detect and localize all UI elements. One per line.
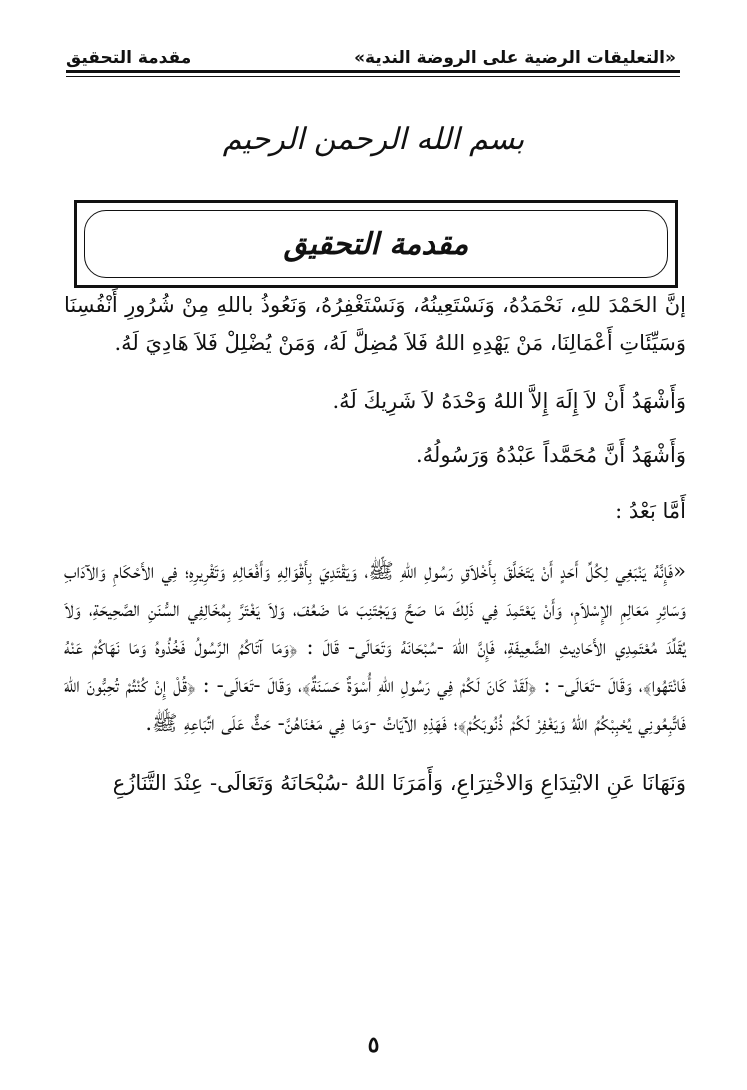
paragraph: «فَإِنَّهُ يَنْبَغِي لِكُلِّ أَحَدٍ أَنْ يَتَخَلَّقَ بِأَخْلاَقِ رَسُولِ اللهِ ﷺ، وَيَقْتَدِيَ بِأَقْوَالِهِ وَأَفْعَالِهِ وَتَقْرِيرِهِ؛ فِي الأَحْكَامِ وَالآدَابِ وَسَائِرِ مَعَالِمِ الإِسْلاَمِ، وَأَنْ يَعْتَمِدَ فِي ذَلِكَ مَا صَحَّ وَيَجْتَنِبَ مَا ضَعُفَ، وَلاَ يَغْتَرَّ بِمُخَالِفِي السُّنَنِ الصَّحِيحَةِ، وَلاَ يُقَلِّدَ مُعْتَمِدِي الأَحَادِيثِ الضَّعِيفَةِ، فَإِنَّ اللهَ -سُبْحَانَهُ وَتَعَالَى- قَالَ : ﴿وَمَا آتَاكُمُ الرَّسُولُ فَخُذُوهُ وَمَا نَهَاكُمْ عَنْهُ فَانْتَهُوا﴾، وَقَالَ -تَعَالَى- : ﴿لَقَدْ كَانَ لَكُمْ فِي رَسُولِ اللهِ أُسْوَةٌ حَسَنَةٌ﴾، وَقَالَ -تَعَالَى- : ﴿قُلْ إِنْ كُنْتُمْ تُحِبُّونَ اللهَ فَاتَّبِعُونِي يُحْبِبْكُمُ اللهُ وَيَغْفِرْ لَكُمْ ذُنُوبَكُمْ﴾؛ فَهَذِهِ الآيَاتُ -وَمَا فِي مَعْنَاهُنَّ- حَثٌّ عَلَى اتِّبَاعِهِ ﷺ. [64, 559, 686, 735]
paragraph: وَأَشْهَدُ أَنْ لاَ إِلَهَ إِلاَّ اللهُ وَحْدَهُ لاَ شَرِيكَ لَهُ. [332, 389, 686, 413]
title-frame-inner [84, 210, 668, 278]
page-number: ٥ [367, 1032, 380, 1058]
chapter-title: مقدمة التحقيق [283, 226, 469, 262]
paragraph: وَنَهَانَا عَنِ الابْتِدَاعِ وَالاخْتِرَاعِ، وَأَمَرَنَا اللهُ -سُبْحَانَهُ وَتَعَالَى- عِنْدَ التَّنَازُعِ [112, 771, 686, 795]
header-rule-thick [66, 70, 680, 73]
book-title: «التعليقات الرضية على الروضة الندية» [354, 48, 676, 68]
running-header [66, 38, 676, 68]
title-frame [74, 200, 678, 288]
section-title: مقدمة التحقيق [66, 48, 192, 68]
header-rule-thin [66, 76, 680, 77]
paragraph: إنَّ الحَمْدَ للهِ، نَحْمَدُهُ، وَنَسْتَعِينُهُ، وَنَسْتَغْفِرُهُ، وَنَعُوذُ باللهِ مِنْ شُرُورِ أَنْفُسِنَا وَسَيِّئَاتِ أَعْمَالِنَا، مَنْ يَهْدِهِ اللهُ فَلاَ مُضِلَّ لَهُ، وَمَنْ يُضْلِلْ فَلاَ هَادِيَ لَهُ. [64, 293, 686, 355]
basmala: بسم الله الرحمن الرحيم [222, 122, 525, 157]
body-text [64, 286, 686, 802]
paragraph: وَأَشْهَدُ أَنَّ مُحَمَّداً عَبْدُهُ وَرَسُولُهُ. [416, 443, 686, 467]
paragraph: أَمَّا بَعْدُ : [615, 499, 686, 523]
